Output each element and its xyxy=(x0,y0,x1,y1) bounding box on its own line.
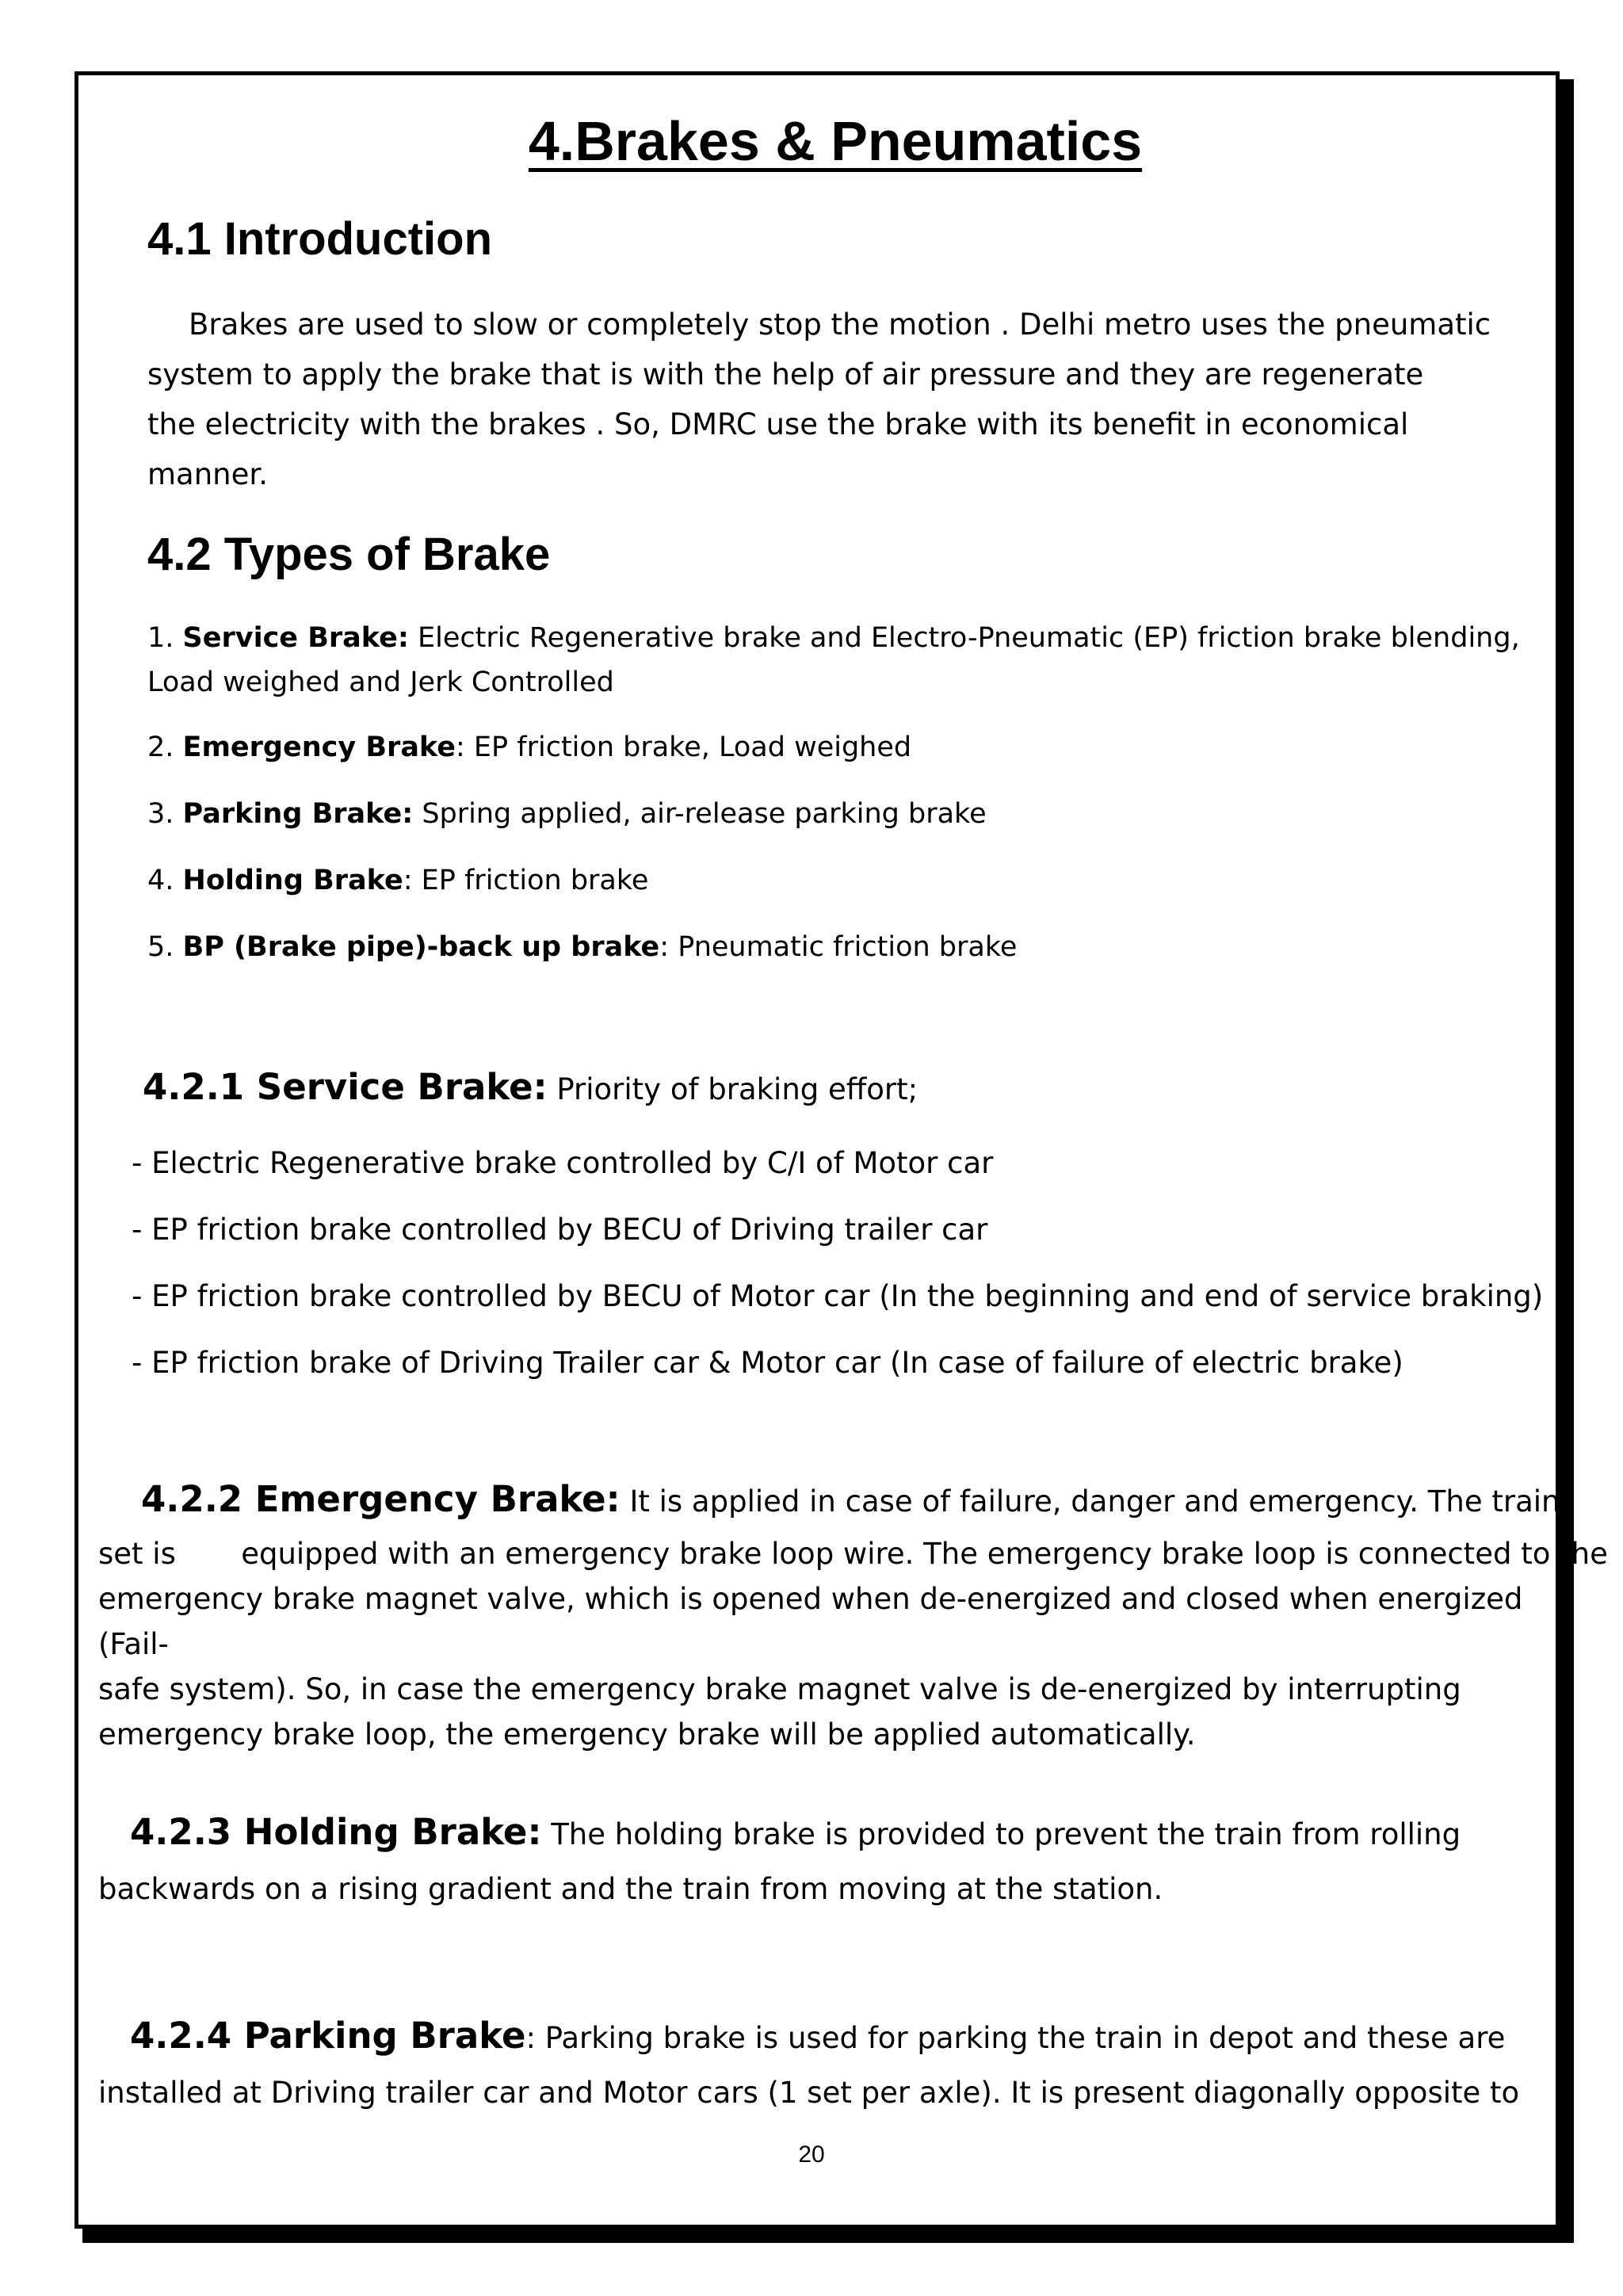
brake-type-item xyxy=(147,725,911,770)
emergency-brake-heading-line xyxy=(141,1478,1560,1520)
item-name: Parking Brake: xyxy=(182,798,414,830)
item-description: Electric Regenerative brake and Electro-Pneumatic (EP) friction brake blending, xyxy=(418,622,1520,654)
intro-line: Brakes are used to slow or completely stop the motion . Delhi metro uses the pneumatic xyxy=(189,308,1491,342)
item-number: 1. xyxy=(147,622,174,654)
service-brake-heading-line xyxy=(143,1066,918,1108)
brake-type-item xyxy=(147,792,987,836)
item-description: : EP friction brake xyxy=(403,865,649,896)
subsection-text: It is applied in case of failure, danger and emergency. The train xyxy=(629,1484,1560,1519)
parking-brake-line: installed at Driving trailer car and Motor cars (1 set per axle). It is present diagonally opposite to xyxy=(98,2076,1520,2110)
emergency-brake-paragraph xyxy=(98,1531,1608,1757)
item-description: Spring applied, air-release parking brake xyxy=(413,798,987,830)
item-number: 3. xyxy=(147,798,174,830)
paragraph-line: emergency brake magnet valve, which is opened when de-energized and closed when energized (Fail- xyxy=(98,1582,1523,1661)
intro-line: manner. xyxy=(147,457,268,491)
item-name: Emergency Brake xyxy=(182,732,456,763)
subsection-heading: 4.2.2 Emergency Brake: xyxy=(141,1478,621,1520)
service-brake-bullet: - Electric Regenerative brake controlled by C/I of Motor car xyxy=(132,1146,994,1180)
section-heading-types: 4.2 Types of Brake xyxy=(147,529,551,580)
brake-type-item xyxy=(147,616,1542,705)
parking-brake-heading-line xyxy=(130,2015,1505,2057)
item-description: : Pneumatic friction brake xyxy=(659,931,1018,963)
introduction-paragraph xyxy=(147,300,1542,499)
subsection-heading: 4.2.1 Service Brake: xyxy=(143,1066,548,1108)
paragraph-line: emergency brake loop, the emergency brake will be applied automatically. xyxy=(98,1717,1196,1752)
paragraph-line: safe system). So, in case the emergency brake magnet valve is de-energized by interrupting xyxy=(98,1672,1461,1706)
item-number: 4. xyxy=(147,865,174,896)
service-brake-bullet: - EP friction brake of Driving Trailer car & Motor car (In case of failure of electric brake) xyxy=(132,1346,1403,1380)
holding-brake-line: backwards on a rising gradient and the train from moving at the station. xyxy=(98,1872,1163,1906)
holding-brake-heading-line xyxy=(130,1811,1461,1853)
item-description: : EP friction brake, Load weighed xyxy=(456,732,912,763)
item-name: Holding Brake xyxy=(182,865,403,896)
item-number: 2. xyxy=(147,732,174,763)
subsection-heading: 4.2.4 Parking Brake xyxy=(130,2015,526,2057)
section-heading-introduction: 4.1 Introduction xyxy=(147,213,492,265)
item-number: 5. xyxy=(147,931,174,963)
subsection-heading: 4.2.3 Holding Brake: xyxy=(130,1811,542,1853)
paragraph-line: set is equipped with an emergency brake loop wire. The emergency brake loop is connected to the xyxy=(98,1537,1608,1571)
item-name: Service Brake: xyxy=(182,622,409,654)
subsection-text: The holding brake is provided to prevent the train from rolling xyxy=(551,1817,1461,1851)
item-name: BP (Brake pipe)-back up brake xyxy=(182,931,660,963)
page-number: 20 xyxy=(798,2141,825,2168)
page-title: 4.Brakes & Pneumatics xyxy=(528,110,1143,172)
brake-type-item xyxy=(147,858,648,903)
intro-line: system to apply the brake that is with the help of air pressure and they are regenerate xyxy=(147,357,1424,392)
brake-type-item xyxy=(147,925,1017,969)
subsection-text: : Parking brake is used for parking the train in depot and these are xyxy=(525,2021,1506,2055)
service-brake-bullet: - EP friction brake controlled by BECU of Motor car (In the beginning and end of service braking) xyxy=(132,1279,1544,1313)
intro-line: the electricity with the brakes . So, DMRC use the brake with its benefit in economical xyxy=(147,407,1409,441)
service-brake-bullet: - EP friction brake controlled by BECU of Driving trailer car xyxy=(132,1213,988,1247)
subsection-intro: Priority of braking effort; xyxy=(556,1072,918,1106)
item-description: Load weighed and Jerk Controlled xyxy=(147,667,614,698)
